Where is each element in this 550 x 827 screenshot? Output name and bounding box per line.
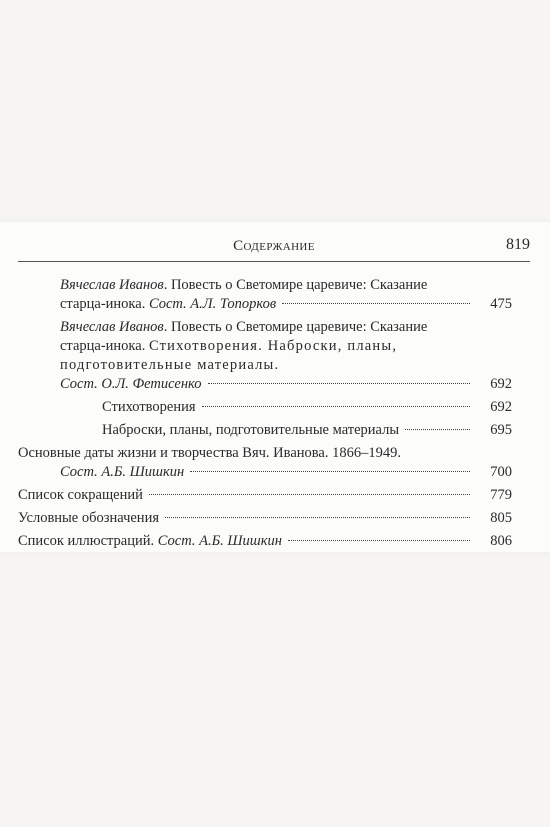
toc-entry-title-line: подготовительные материалы. xyxy=(60,357,280,373)
toc-entry-title: Наброски, планы, подготовительные материалы xyxy=(102,422,400,438)
toc-entry-title-spaced: Стихотворения. Наброски, планы, xyxy=(148,338,398,354)
toc-entry-page: 475 xyxy=(490,296,512,312)
toc-entry-page: 695 xyxy=(490,422,512,438)
toc-entry-svetomir-toporkov xyxy=(18,276,512,314)
toc-entry-title-line xyxy=(60,276,512,295)
toc-entry-title: Список сокращений xyxy=(18,487,143,503)
toc-entry-author: Вячеслав Иванов xyxy=(60,319,164,335)
running-head xyxy=(18,236,530,258)
toc-subentry-poems xyxy=(18,398,512,417)
dot-leader xyxy=(202,406,470,407)
dot-leader xyxy=(208,383,470,384)
header-rule xyxy=(18,261,530,262)
dot-leader xyxy=(282,303,470,304)
toc-entry-leader-line xyxy=(60,375,512,394)
toc-subentry-sketches xyxy=(18,421,512,440)
toc-entry-abbreviations xyxy=(18,486,512,505)
book-page xyxy=(0,222,550,552)
toc-entry-title-cont: старца-инока. xyxy=(60,338,149,354)
toc-entry-page: 692 xyxy=(490,399,512,415)
toc-entry-leader-line xyxy=(18,463,512,482)
toc-entry-page: 806 xyxy=(490,533,512,549)
toc-entry-page: 805 xyxy=(490,510,512,526)
toc-entry-title: Условные обозначения xyxy=(18,510,159,526)
toc-entry-title: Стихотворения xyxy=(102,399,196,415)
toc-entry-title: . Повесть о Светомире царевиче: Сказание xyxy=(163,319,428,335)
toc-entry-title-cont: старца-инока. xyxy=(60,296,149,312)
toc-entry-compiler: Сост. О.Л. Фетисенко xyxy=(60,376,202,392)
table-of-contents xyxy=(18,276,512,555)
toc-entry-svetomir-fetisenko xyxy=(18,318,512,394)
toc-entry-page: 692 xyxy=(490,376,512,392)
dot-leader xyxy=(165,517,470,518)
toc-entry-illustrations xyxy=(18,532,512,551)
toc-entry-symbols xyxy=(18,509,512,528)
page-number: 819 xyxy=(506,236,530,253)
toc-entry-chronology xyxy=(18,444,512,482)
toc-entry-title-line xyxy=(60,318,512,337)
toc-entry-title-line xyxy=(60,337,512,356)
toc-entry-title: Список иллюстраций. xyxy=(18,533,158,549)
toc-entry-leader-line xyxy=(60,295,512,314)
running-title: Содержание xyxy=(233,238,315,254)
toc-entry-compiler: Сост. А.Б. Шишкин xyxy=(157,533,282,549)
dot-leader xyxy=(149,494,470,495)
toc-entry-compiler: Сост. А.Л. Топорков xyxy=(148,296,277,312)
toc-entry-title: . Повесть о Светомире царевиче: Сказание xyxy=(163,277,428,293)
toc-entry-page: 700 xyxy=(490,464,512,480)
toc-entry-page: 779 xyxy=(490,487,512,503)
toc-entry-author: Вячеслав Иванов xyxy=(60,277,164,293)
dot-leader xyxy=(405,429,470,430)
toc-entry-title: Основные даты жизни и творчества Вяч. Иванова. 1866–1949. xyxy=(18,445,401,461)
dot-leader xyxy=(190,471,470,472)
toc-entry-compiler: Сост. А.Б. Шишкин xyxy=(60,464,185,480)
dot-leader xyxy=(288,540,470,541)
